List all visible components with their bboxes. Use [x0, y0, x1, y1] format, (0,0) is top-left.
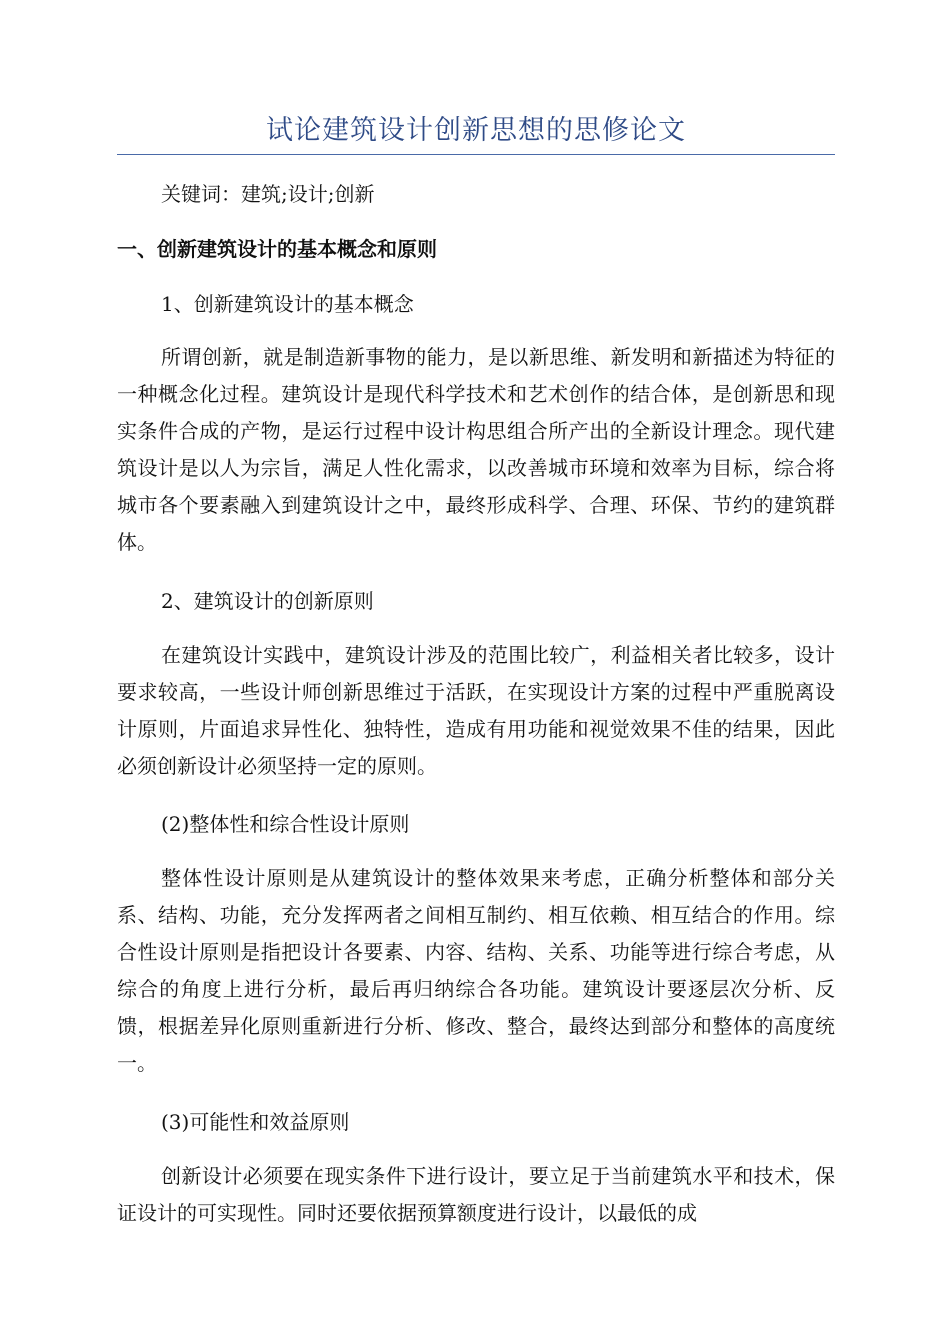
subheading-4: (3)可能性和效益原则	[161, 1110, 350, 1134]
subheading-2: 2、建筑设计的创新原则	[161, 589, 374, 613]
paragraph-2: 在建筑设计实践中，建筑设计涉及的范围比较广，利益相关者比较多，设计要求较高，一些设计师创新思维过于活跃，在实现设计方案的过程中严重脱离设计原则，片面追求异性化、独特性，造成有用功能和视觉效果不佳的结果，因此必须创新设计必须坚持一定的原则。	[117, 643, 835, 778]
paragraph-3: 整体性设计原则是从建筑设计的整体效果来考虑，正确分析整体和部分关系、结构、功能，充分发挥两者之间相互制约、相互依赖、相互结合的作用。综合性设计原则是指把设计各要素、内容、结构、关系、功能等进行综合考虑，从综合的角度上进行分析，最后再归纳综合各功能。建筑设计要逐层次分析、反馈，根据差异化原则重新进行分析、修改、整合，最终达到部分和整体的高度统一。	[117, 866, 835, 1075]
subheading-1: 1、创新建筑设计的基本概念	[161, 292, 414, 316]
section-heading-1: 一、创新建筑设计的基本概念和原则	[117, 237, 437, 261]
paragraph-4: 创新设计必须要在现实条件下进行设计，要立足于当前建筑水平和技术，保证设计的可实现性。同时还要依据预算额度进行设计，以最低的成	[117, 1164, 835, 1225]
subheading-3: (2)整体性和综合性设计原则	[161, 812, 410, 836]
paragraph-1: 所谓创新，就是制造新事物的能力，是以新思维、新发明和新描述为特征的一种概念化过程。建筑设计是现代科学技术和艺术创作的结合体，是创新思和现实条件合成的产物，是运行过程中设计构思组合所产出的全新设计理念。现代建筑设计是以人为宗旨，满足人性化需求，以改善城市环境和效率为目标，综合将城市各个要素融入到建筑设计之中，最终形成科学、合理、环保、节约的建筑群体。	[117, 345, 835, 554]
title-underline	[117, 154, 835, 155]
keywords: 关键词：建筑;设计;创新	[161, 182, 375, 206]
document-title: 试论建筑设计创新思想的思修论文	[266, 115, 686, 146]
